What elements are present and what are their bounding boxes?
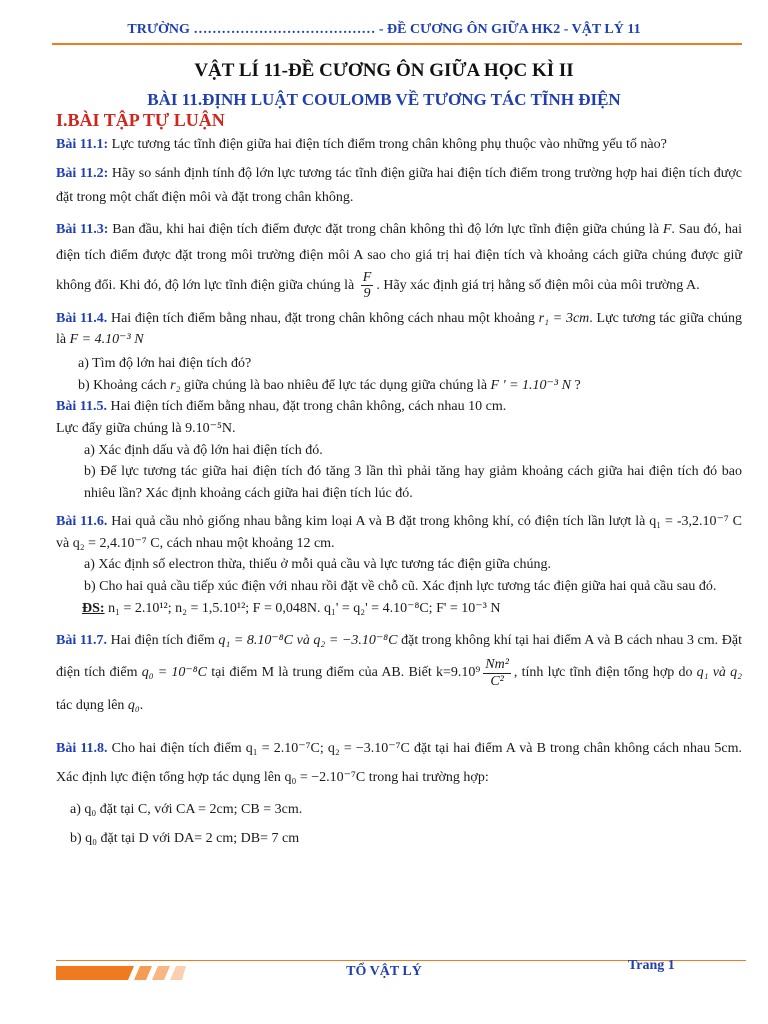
exercise-11-8 bbox=[56, 734, 742, 793]
exercise-text: . Sau đó, hai điện tích điểm được đặt trong môi trường điện môi A sao cho giá trị hai điện tích và khoảng cách giữa chúng được giữ không đổi. Khi đó, độ lớn lực tĩnh điện giữa chúng là bbox=[56, 221, 742, 293]
exercise-11-6-answer bbox=[56, 598, 742, 620]
exercise-text: Hai điện tích điểm bằng nhau, đặt trong chân không, cách nhau 10 cm. bbox=[106, 399, 507, 415]
exercise-text: . Lực tương tác giữa chúng là bbox=[56, 310, 742, 348]
exercise-label: Bài 11.1: bbox=[56, 137, 109, 152]
fraction-f-over-9 bbox=[361, 270, 374, 302]
exercise-text: tác dụng lên bbox=[56, 697, 128, 713]
exercise-label: Bài 11.2: bbox=[56, 165, 109, 181]
exercise-text: b) Khoảng cách bbox=[78, 377, 171, 393]
distance-ab: 5cm bbox=[714, 740, 739, 756]
charge-q0: q₀ bbox=[127, 697, 140, 713]
section-heading: I.BÀI TẬP TỰ LUẬN bbox=[56, 110, 225, 130]
exercise-11-8-b: b) q₀ đặt tại D với DA= 2 cm; DB= 7 cm bbox=[70, 831, 300, 847]
exercise-label: Bài 11.3: bbox=[56, 221, 109, 237]
exercise-11-4-a: a) Tìm độ lớn hai điện tích đó? bbox=[78, 356, 252, 372]
exercise-text: Hai điện tích điểm bbox=[107, 633, 219, 649]
charges-equation: q₁ = 8.10⁻⁸C và q₂ = −3.10⁻⁸C bbox=[218, 633, 398, 649]
page-header: TRƯỜNG ………………………………… - ĐỀ CƯƠNG ÔN GIỮA HK2 - VẬT LÝ 11 bbox=[127, 22, 641, 37]
exercise-text: Hai điện tích điểm bằng nhau, đặt trong chân không cách nhau một khoảng bbox=[107, 310, 539, 326]
exercise-text: đặt tại hai điểm A và B trong chân không cách nhau bbox=[409, 740, 715, 756]
exercise-text: Ban đầu, khi hai điện tích điểm được đặt trong chân không thì độ lớn lực tĩnh điện giữa chúng là bbox=[108, 221, 663, 237]
fraction-denominator: 9 bbox=[363, 286, 371, 302]
exercise-11-6 bbox=[56, 511, 742, 554]
document-title: VẬT LÍ 11-ĐỀ CƯƠNG ÔN GIỮA HỌC KÌ II bbox=[194, 60, 574, 81]
fraction-numerator: F bbox=[362, 269, 372, 285]
distance-r1: r₁ = 3cm bbox=[538, 310, 590, 326]
force-value: F = 4.10⁻³ N bbox=[69, 332, 144, 348]
header-rule bbox=[52, 43, 742, 45]
exercise-text: Hãy so sánh định tính độ lớn lực tương tác tĩnh điện giữa hai điện tích điểm trong trường hợp hai điện tích được đặt trong một chất điện môi và đặt trong chân không. bbox=[56, 165, 742, 206]
exercise-text: tại điểm M là trung điểm của AB. Biết k=9.10⁹ bbox=[207, 665, 481, 681]
answer-key-label: ĐS: bbox=[82, 600, 105, 616]
exercise-text: . Hãy xác định giá trị hằng số điện môi của môi trường A. bbox=[376, 277, 700, 293]
exercise-text: Lực tương tác tĩnh điện giữa hai điện tích điểm trong chân không phụ thuộc vào những yếu tố nào? bbox=[108, 137, 667, 152]
exercise-text: . Xác định lực điện tổng hợp tác dụng lên bbox=[56, 740, 742, 786]
fraction-numerator: Nm² bbox=[485, 657, 509, 673]
exercise-list bbox=[56, 134, 742, 850]
exercise-11-6-a: a) Xác định số electron thừa, thiếu ở mỗi quả cầu và lực tương tác điện giữa chúng. bbox=[84, 557, 551, 573]
charges-pair: q₁ và q₂ bbox=[696, 665, 742, 681]
exercise-label: Bài 11.8. bbox=[56, 740, 108, 756]
exercise-text: trong hai trường hợp: bbox=[365, 770, 489, 786]
exercise-11-8-a: a) q₀ đặt tại C, với CA = 2cm; CB = 3cm. bbox=[70, 801, 303, 817]
charge-q0: q₀ = 10⁻⁸C bbox=[141, 665, 207, 681]
exercise-text: đặt trong không khí tại hai điểm A và B cách nhau 3 cm. Đặt điện tích điểm bbox=[56, 633, 742, 681]
fraction-k-units bbox=[483, 657, 511, 689]
exercise-11-5-line2: Lực đẩy giữa chúng là 9.10⁻⁵N. bbox=[56, 421, 236, 437]
exercise-11-4 bbox=[56, 308, 742, 351]
exercise-label: Bài 11.7. bbox=[56, 633, 108, 649]
exercise-11-2 bbox=[56, 162, 742, 211]
exercise-label: Bài 11.5. bbox=[56, 399, 107, 415]
exercise-text: giữa chúng là bao nhiêu để lực tác dụng giữa chúng là bbox=[180, 377, 491, 393]
fraction-denominator: C² bbox=[490, 673, 504, 689]
exercise-text: , tính lực tĩnh điện tổng hợp do bbox=[513, 665, 697, 681]
exercise-11-3 bbox=[56, 217, 742, 302]
exercise-11-5-b: b) Để lực tương tác giữa hai điện tích đó tăng 3 lần thì phải tăng hay giảm khoảng cách giữa hai điện tích đó bao nhiêu lần? Xác định khoảng cách giữa hai điện tích lúc đó. bbox=[84, 464, 742, 502]
exercise-11-7 bbox=[56, 625, 742, 722]
exercise-text: Hai quả cầu nhỏ giống nhau bằng kim loại A và B đặt trong không khí, có điện tích lần lượt là q₁ = -3,2.10⁻⁷ C và q₂ = 2,4.10⁻⁷ C, cách nhau một khoảng 12 cm. bbox=[56, 513, 742, 551]
exercise-text: Cho hai điện tích điểm bbox=[107, 740, 246, 756]
exercise-11-5-a: a) Xác định dấu và độ lớn hai điện tích đó. bbox=[84, 442, 323, 458]
distance-r2: r₂ bbox=[170, 377, 181, 393]
lesson-subtitle: BÀI 11.ĐỊNH LUẬT COULOMB VỀ TƯƠNG TÁC TĨNH ĐIỆN bbox=[147, 90, 621, 109]
force-value: F ' = 1.10⁻³ N bbox=[490, 377, 571, 393]
charges-equation: q₁ = 2.10⁻⁷C; q₂ = −3.10⁻⁷C bbox=[245, 740, 410, 756]
charge-q0: q₀ = −2.10⁻⁷C bbox=[284, 770, 366, 786]
exercise-text: ? bbox=[570, 377, 581, 393]
exercise-label: Bài 11.6. bbox=[56, 513, 108, 529]
force-symbol: F bbox=[662, 221, 672, 237]
footer-department: TỔ VẬT LÝ bbox=[346, 964, 422, 979]
exercise-text: . bbox=[139, 697, 144, 713]
exercise-11-4-b bbox=[56, 375, 742, 397]
page-number: Trang 1 bbox=[628, 958, 675, 973]
exercise-11-6-b: b) Cho hai quả cầu tiếp xúc điện với nhau rồi đặt về chỗ cũ. Xác định lực tương tác điện giữa hai quả cầu sau đó. bbox=[84, 578, 717, 594]
exercise-11-1 bbox=[56, 134, 742, 156]
exercise-label: Bài 11.4. bbox=[56, 310, 108, 326]
exercise-11-5 bbox=[56, 396, 742, 418]
answer-text: n₁ = 2.10¹²; n₂ = 1,5.10¹²; F = 0,048N. q₁' = q₂' = 4.10⁻⁸C; F' = 10⁻³ N bbox=[104, 600, 501, 616]
